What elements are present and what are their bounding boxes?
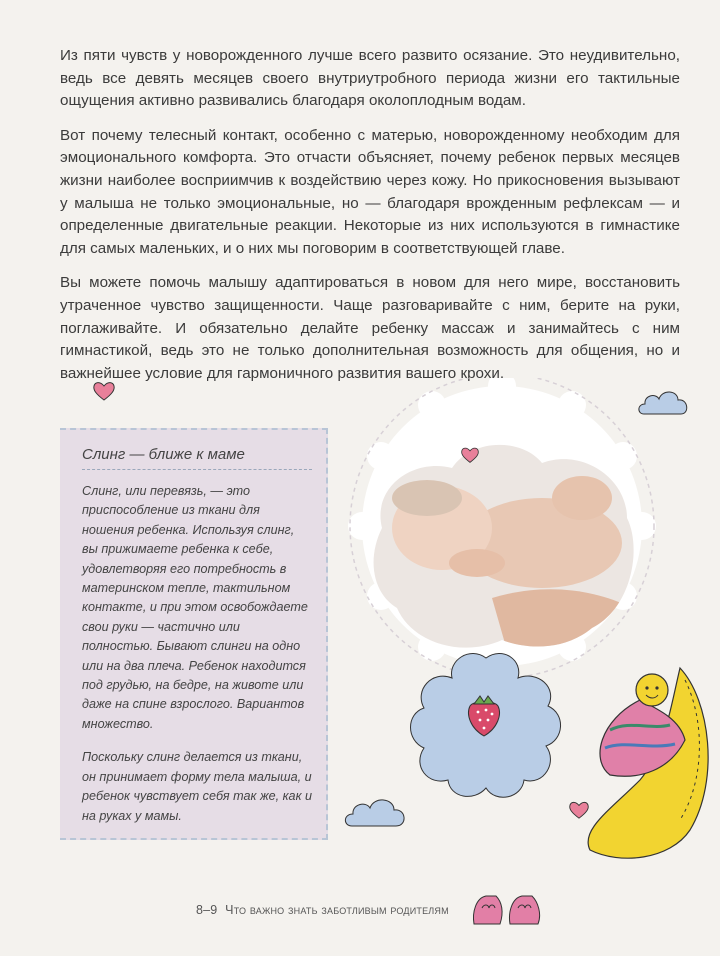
paragraph-1: Из пяти чувств у новорожденного лучше всего развито осязание. Это неудивительно, ведь все девять месяцев своего внутриутробного периода жизни его тактильные ощущения активно развивались благодаря околоплодным водам.	[60, 47, 680, 110]
baby-photo	[342, 378, 662, 678]
paragraph-2: Вот почему телесный контакт, особенно с матерью, новорожденному необходим для эмоционального комфорта. Это отчасти объясняет, почему ребенок первых месяцев жизни наиболее восприимчив к воздействию через кожу. Но прикосновения вызывают у малыша не только эмоциональные, но — благодаря врожденным рефлексам — и определенные двигательные реакции. Некоторые из них используются в гимнастике для самых маленьких, и о них мы поговорим в соответствующей главе.	[60, 126, 680, 257]
strawberry-icon	[464, 692, 504, 738]
paragraph-3: Вы можете помочь малышу адаптироваться в новом для него мире, восстановить утраченное чувство защищенности. Чаще разговаривайте с ним, берите на руки, поглаживайте. И обязательно делайте ребенку массаж и занимайтесь с ним гимнастикой, ведь это не только дополнительная возможность для общения, но и важнейшее условие для гармоничного развития вашего крохи.	[60, 274, 680, 382]
sidebar-paragraph-2: Поскольку слинг делается из ткани, он принимает форму тела малыша, и ребенок чувствует себя так же, как и на руках у мамы.	[82, 750, 313, 823]
sidebar-title: Слинг — ближе к маме	[82, 446, 312, 470]
sidebar-box	[60, 428, 328, 840]
heart-icon	[460, 446, 480, 464]
heart-icon	[92, 380, 116, 402]
heart-icon	[568, 800, 590, 820]
section-title: Что важно знать заботливым родителям	[225, 903, 449, 917]
page-footer	[196, 903, 449, 917]
sidebar-paragraph-1: Слинг, или перевязь, — это приспособление из ткани для ношения ребенка. Используя слинг, вы прижимаете ребенка к себе, удовлетворяя его потребность в материнском тепле, тактильном контакте, и при этом освобождаете свои руки — частично или полностью. Бывают слинги на одно или на два плеча. Ребенок находится под грудью, на бедре, на животе или даже на спине взрослого. Вариантов множество.	[82, 484, 308, 731]
page-numbers: 8–9	[196, 903, 218, 917]
booties-icon	[470, 890, 546, 930]
cloud-icon	[342, 792, 408, 832]
main-text	[60, 45, 680, 397]
sling-illustration	[570, 660, 720, 870]
